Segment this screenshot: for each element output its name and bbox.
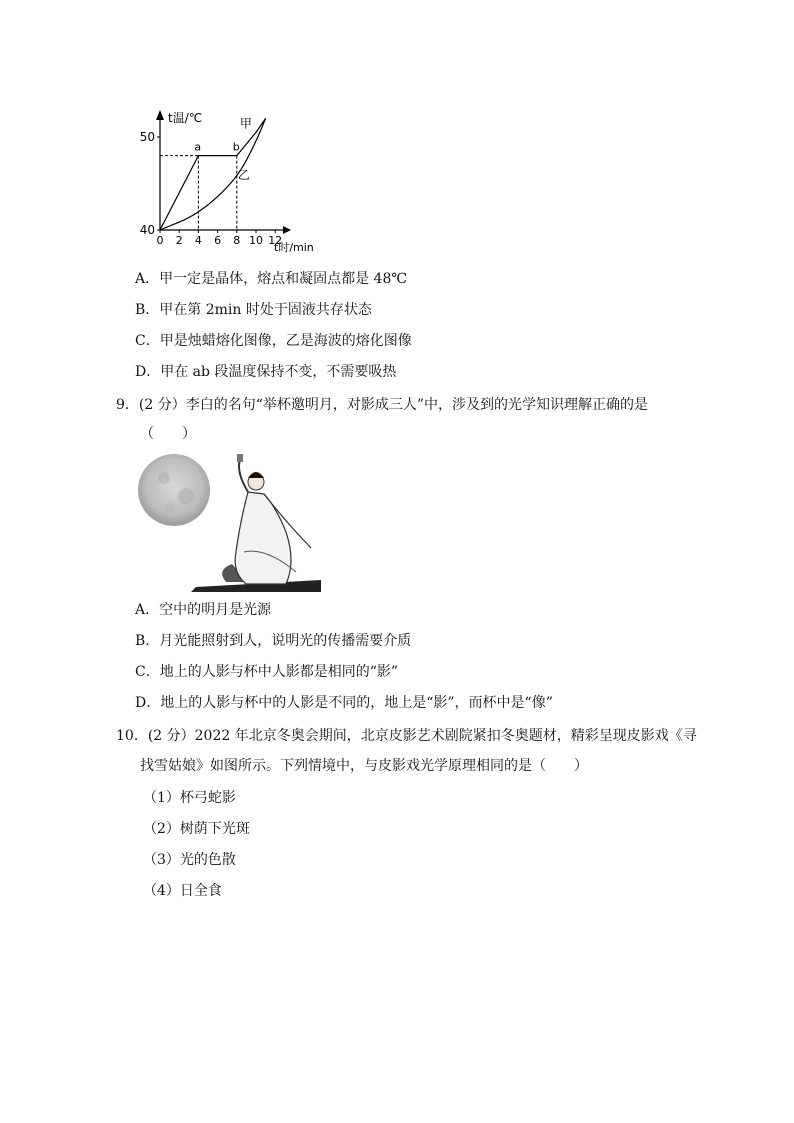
q9-option-b: B．月光能照射到人，说明光的传播需要介质: [135, 633, 412, 649]
x-axis-label: t时/min: [274, 241, 314, 254]
q10-item-2: （2）树荫下光斑: [143, 821, 250, 837]
q8-option-b: B．甲在第 2min 时处于固液共存状态: [135, 302, 372, 318]
x-tick-label: 6: [214, 234, 222, 247]
q10-item-1: （1）杯弓蛇影: [143, 790, 236, 806]
q9-stem-line1: 9．(2 分）李白的名句“举杯邀明月，对影成三人”中，涉及到的光学知识理解正确的是: [116, 397, 649, 413]
graph-axes: [156, 110, 291, 234]
libai-moon-illustration: [136, 452, 326, 594]
q10-item-4: （4）日全食: [143, 883, 222, 899]
x-tick-label: 12: [268, 234, 283, 247]
series-label: 乙: [237, 167, 250, 182]
point-label: b: [232, 140, 240, 154]
q10-item-3: （3）光的色散: [143, 852, 236, 868]
x-tick-label: 8: [233, 234, 241, 247]
q10-stem-line2: 找雪姑娘》如图所示。下列情境中，与皮影戏光学原理相同的是（ ）: [140, 758, 588, 774]
x-tick-label: 4: [194, 234, 202, 247]
moon-icon: [138, 454, 210, 526]
x-tick-label: 2: [175, 234, 183, 247]
q9-option-c: C．地上的人影与杯中人影都是相同的“影”: [135, 664, 399, 680]
y-tick-label: 50: [139, 130, 155, 144]
series-label: 甲: [239, 116, 252, 131]
q8-option-c: C．甲是烛蜡熔化图像，乙是海波的熔化图像: [135, 333, 412, 349]
q8-option-d: D．甲在 ab 段温度保持不变，不需要吸热: [135, 364, 397, 380]
q9-option-d: D．地上的人影与杯中的人影是不同的，地上是“影”，而杯中是“像”: [135, 695, 553, 711]
poet-figure-icon: [191, 454, 321, 592]
q8-option-a: A．甲一定是晶体，熔点和凝固点都是 48℃: [135, 271, 408, 287]
x-tick-label: 10: [249, 234, 263, 247]
temperature-time-graph: [138, 100, 318, 255]
y-axis-label: t温/℃: [168, 111, 203, 125]
point-label: a: [194, 140, 202, 154]
x-tick-label: 0: [156, 234, 164, 247]
q9-option-a: A．空中的明月是光源: [135, 602, 272, 618]
q10-stem-line1: 10．(2 分）2022 年北京冬奥会期间，北京皮影艺术剧院紧扣冬奥题材，精彩呈现皮影戏《寻: [116, 728, 697, 744]
y-tick-label: 40: [139, 223, 155, 237]
q9-stem-line2: （ ）: [140, 426, 196, 442]
